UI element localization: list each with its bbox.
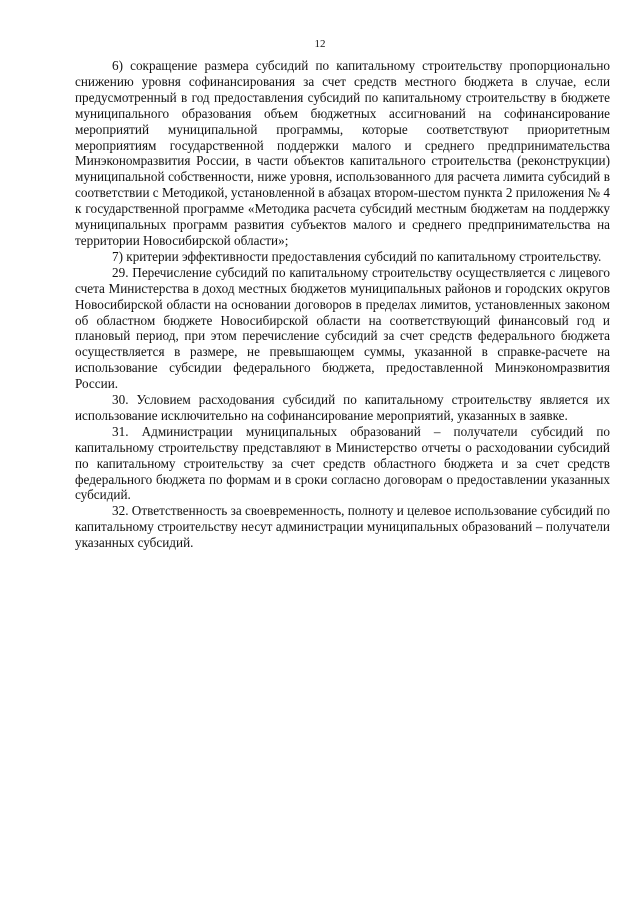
paragraph-29: 29. Перечисление субсидий по капитальному строительству осуществляется с лицевого счета Министерства в доход местных бюджетов муниципальных районов и городских округов Новосибирской области на основании договоров в пределах лимитов, установленных законом об областном бюджете Новосибирской области на соответствующий финансовый год и плановый период, при этом перечисление субсидий за счет средств федерального бюджета осуществляется в размере, не превышающем суммы, указанной в справке-расчете на использование субсидии федерального бюджета, предоставленной Минэкономразвития России. <box>75 264 610 392</box>
document-body <box>75 58 610 551</box>
paragraph-31: 31. Администрации муниципальных образований – получатели субсидий по капитальному строительству представляют в Министерство отчеты о расходовании субсидий по капитальному строительству за счет средств областного бюджета и за счет средств федерального бюджета по формам и в сроки согласно договорам о предоставлении указанных субсидий. <box>75 423 610 503</box>
paragraph-item-7: 7) критерии эффективности предоставления субсидий по капитальному строительству. <box>112 248 602 264</box>
page-number: 12 <box>314 38 326 50</box>
paragraph-item-6: 6) сокращение размера субсидий по капитальному строительству пропорционально снижению уровня софинансирования за счет средств местного бюджета в случае, если предусмотренный в год предоставления субсидий по капитальному строительству в бюджете муниципального образования объем бюджетных ассигнований на софинансирование мероприятий муниципальной программы, которые соответствуют приоритетным мероприятиям государственной поддержки малого и среднего предпринимательства Минэкономразвития России, в части объектов капитального строительства (реконструкции) муниципальной собственности, ниже уровня, использованного для расчета лимита субсидий в соответствии с Методикой, установленной в абзацах втором-шестом пункта 2 приложения № 4 к государственной программе «Методика расчета субсидий местным бюджетам на поддержку муниципальных программ развития субъектов малого и среднего предпринимательства на территории Новосибирской области»; <box>75 58 611 248</box>
paragraph-30: 30. Условием расходования субсидий по капитальному строительству является их использование исключительно на софинансирование мероприятий, указанных в заявке. <box>75 392 610 423</box>
paragraph-32: 32. Ответственность за своевременность, полноту и целевое использование субсидий по капитальному строительству несут администрации муниципальных образований – получатели указанных субсидий. <box>75 503 610 551</box>
